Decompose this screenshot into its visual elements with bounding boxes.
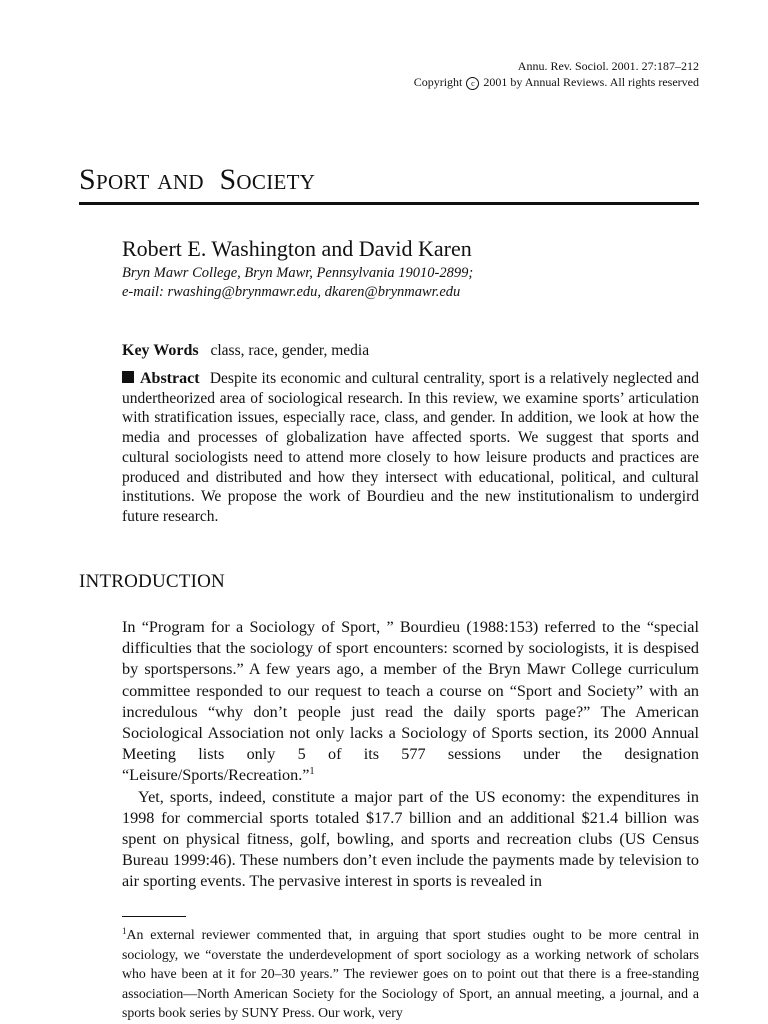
paragraph: In “Program for a Sociology of Sport, ” Bourdieu (1988:153) referred to the “special difficulties that the sociology of sport encounters: scorned by sociologists, it is despised by sportspersons.” A few years ago, a member of the Bryn Mawr College curriculum committee responded to our request to teach a course on “Sport and Society” with an incredulous “why don’t people just read the daily sports page?” The American Sociological Association not only lacks a Sociology of Sports section, its 2000 Annual Meeting lists only 5 of its 577 sessions under the designation “Leisure/Sports/Recreation.”$^1$ — [122, 618, 699, 785]
abstract-text: Despite its economic and cultural centrality, sport is a relatively neglected and undertheorized area of sociological research. In this review, we examine sports’ articulation with stratification issues, especially race, class, and gender. In addition, we look at how the media and processes of globalization have affected sports. We suggest that sports and cultural sociologists need to attend more closely to how leisure products and practices are produced and distributed and how they intersect with educational, political, and cultural institutions. We propose the work of Bourdieu and the new institutionalism to undergird future research. — [122, 370, 700, 525]
section-heading: INTRODUCTION — [79, 571, 225, 592]
paragraph: Yet, sports, indeed, constitute a major part of the US economy: the expenditures in 1998 for commercial sports totaled $17.7 billion and an additional $21.4 billion was spent on physical fitness, golf, bowling, and sports and recreation clubs (US Census Bureau 1999:46). These numbers don’t even include the payments made by television to air sporting events. The pervasive interest in sports is revealed in — [122, 787, 699, 891]
body-text — [122, 617, 699, 893]
footnote-rule — [122, 916, 186, 917]
abstract-label: Abstract — [140, 370, 200, 387]
key-words-label: Key Words — [122, 342, 199, 359]
key-words-value: class, race, gender, media — [210, 342, 370, 359]
footnote-text: An external reviewer commented that, in arguing that sport studies ought to be more central in sociology, we “overstate the underdevelopment of sport sociology as a working network of scholars who have been at it for 20–30 years.” The reviewer goes on to point out that there is a free-standing association—North American Society for the Sociology of Sport, an annual meeting, a journal, and a sports book series by SUNY Press. Our work, very — [122, 927, 699, 1020]
footnote — [122, 925, 699, 1023]
affiliation-address: Bryn Mawr College, Bryn Mawr, Pennsylvania 19010-2899; — [122, 265, 474, 281]
key-words — [122, 340, 369, 362]
running-header — [414, 58, 699, 90]
title-rule — [79, 202, 699, 205]
journal-citation: Annu. Rev. Sociol. 2001. 27:187–212 — [517, 59, 699, 73]
affiliation — [122, 264, 473, 302]
footnote-mark: 1 — [122, 926, 127, 936]
copyright-line: Copyright c 2001 by Annual Reviews. All rights reserved — [413, 75, 699, 89]
copyright-icon: c — [466, 77, 479, 90]
affiliation-email: e-mail: rwashing@brynmawr.edu, dkaren@brynmawr.edu — [122, 284, 461, 300]
article-title: Sport and Society — [79, 163, 316, 196]
authors: Robert E. Washington and David Karen — [122, 236, 472, 261]
footnote-reference: 1 — [309, 766, 315, 778]
square-bullet-icon — [122, 371, 134, 383]
abstract — [122, 369, 699, 527]
